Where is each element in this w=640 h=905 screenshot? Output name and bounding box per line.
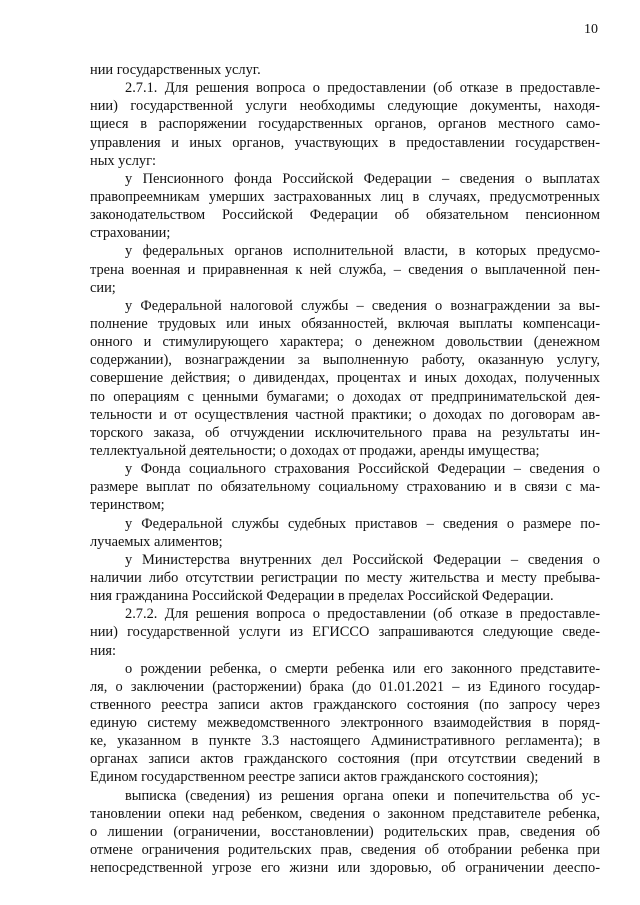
text-line: ля, о заключении (расторжении) брака (до 01.01.2021 – из Единого государ-: [90, 678, 600, 695]
text-line: о лишении (ограничении, восстановлении) родительских прав, сведения об: [90, 823, 600, 840]
text-line: ке, указанном в пункте 3.3 настоящего Административного регламента); в: [90, 733, 600, 750]
text-line: правопреемникам умерших застрахованных лиц в случаях, предусмотренных: [90, 188, 600, 205]
text-line: теллектуальной деятельности; о доходах от продажи, аренды имущества;: [90, 442, 540, 459]
text-line: полнение трудовых или иных обязанностей, включая выплаты компенсаци-: [90, 315, 600, 332]
text-line: выписка (сведения) из решения органа опеки и попечительства об ус-: [125, 787, 600, 804]
text-line: законодательством Российской Федерации об обязательном пенсионном: [90, 207, 600, 224]
text-line: размере выплат по обязательному социальному страхованию и в связи с ма-: [90, 479, 600, 496]
text-line: по операциям с ценными бумагами; о доходах от предпринимательской дея-: [90, 388, 600, 405]
text-line: у Пенсионного фонда Российской Федерации – сведения о выплатах: [125, 170, 600, 187]
text-line: управления и иных органов, участвующих в предоставлении государствен-: [90, 134, 600, 151]
text-line: у Федеральной службы судебных приставов – сведения о размере по-: [125, 515, 600, 532]
text-line: непосредственной угрозе его жизни или здоровью, об ограничении дееспо-: [90, 860, 600, 877]
document-body: [90, 61, 600, 877]
text-line: теринством;: [90, 497, 165, 514]
text-line: ных услуг:: [90, 152, 157, 169]
text-line: ния:: [90, 642, 117, 659]
text-line: лучаемых алиментов;: [90, 533, 223, 550]
text-line: ственного реестра записи актов гражданского состояния (по запросу через: [90, 696, 600, 713]
text-line: тановлении опеки над ребенком, сведения о законном представителе ребенка,: [90, 805, 600, 822]
text-line: Едином государственном реестре записи актов гражданского состояния);: [90, 769, 539, 786]
text-line: единую систему межведомственного электронного взаимодействия в поряд-: [90, 715, 600, 732]
text-line: 2.7.1. Для решения вопроса о предоставлении (об отказе в предоставле-: [125, 80, 600, 97]
text-line: нии государственных услуг.: [90, 62, 261, 78]
text-line: сии;: [90, 279, 116, 296]
text-line: совершение действия; о дивидендах, процентах и иных доходах, полученных: [90, 370, 600, 387]
text-line: о рождении ребенка, о смерти ребенка или его законного представите-: [125, 660, 600, 677]
text-line: у Фонда социального страхования Российской Федерации – сведения о: [125, 461, 600, 478]
text-line: онного и стимулирующего характера; о денежном довольствии (денежном: [90, 334, 600, 351]
text-line: нии) государственной услуги необходимы следующие документы, находя-: [90, 98, 600, 115]
text-line: у федеральных органов исполнительной власти, в которых предусмо-: [125, 243, 600, 260]
text-line: щиеся в распоряжении государственных органов, органов местного само-: [90, 116, 600, 133]
text-line: трена военная и приравненная к ней служба, – сведения о выплаченной пен-: [90, 261, 600, 278]
text-line: страховании;: [90, 225, 171, 242]
text-line: органах записи актов гражданского состояния (при отсутствии сведений в: [90, 751, 600, 768]
text-line: нии) государственной услуги из ЕГИССО запрашиваются следующие сведе-: [90, 624, 600, 641]
page-number: 10: [584, 22, 598, 37]
text-line: у Министерства внутренних дел Российской Федерации – сведения о: [125, 551, 600, 568]
text-line: наличии либо отсутствии регистрации по месту жительства и месту пребыва-: [90, 569, 600, 586]
text-line: тельности и от осуществления частной практики; о доходах по договорам ав-: [90, 406, 600, 423]
text-line: ния гражданина Российской Федерации в пределах Российской Федерации.: [90, 588, 554, 605]
text-line: у Федеральной налоговой службы – сведения о вознаграждении за вы-: [125, 297, 600, 314]
text-line: торского заказа, об отчуждении исключительного права на результаты ин-: [90, 424, 600, 441]
text-line: отмене ограничения родительских прав, сведения об отобрании ребенка при: [90, 842, 600, 859]
text-line: 2.7.2. Для решения вопроса о предоставлении (об отказе в предоставле-: [125, 606, 600, 623]
text-line: содержании), вознаграждении за выполненную работу, оказанную услугу,: [90, 352, 600, 369]
